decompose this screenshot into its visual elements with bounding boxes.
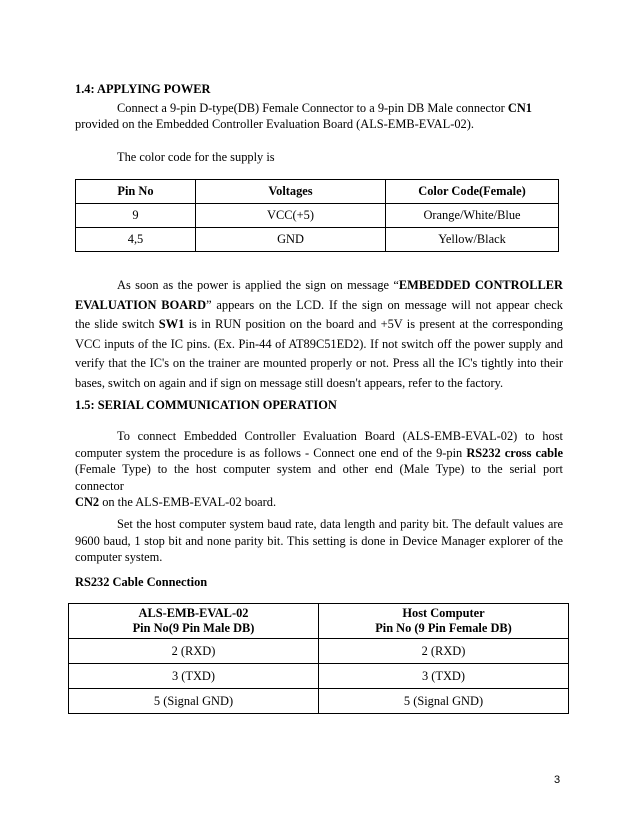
section-heading-serial-communication: 1.5: SERIAL COMMUNICATION OPERATION	[75, 398, 337, 412]
paragraph-line: connector	[75, 478, 124, 493]
paragraph-line: CN2 on the ALS-EMB-EVAL-02 board.	[75, 495, 277, 509]
paragraph-line: As soon as the power is applied the sign on message “EMBEDDED CONTROLLER	[117, 278, 563, 292]
table-cell: Orange/White/Blue	[386, 204, 559, 228]
header-color-code: Color Code(Female)	[386, 180, 559, 204]
paragraph-line: bases, switch on again and if sign on message still doesn't appears, refer to the factory.	[75, 375, 504, 390]
section-heading-applying-power: 1.4: APPLYING POWER	[75, 82, 211, 96]
header-als-emb: ALS-EMB-EVAL-02 Pin No(9 Pin Male DB)	[69, 604, 319, 639]
connect-instruction-line1	[117, 101, 532, 116]
table-row	[69, 639, 569, 664]
serial-connect-paragraph	[75, 428, 563, 511]
paragraph-line: computer system.	[75, 550, 163, 564]
supply-intro: The color code for the supply is	[117, 150, 275, 164]
paragraph-line: the slide switch SW1 is in RUN position on the board and +5V is present at the corresponding	[75, 317, 564, 331]
table-cell: 3 (TXD)	[319, 664, 569, 689]
baud-rate-paragraph	[75, 516, 563, 566]
paragraph-line: To connect Embedded Controller Evaluation Board (ALS-EMB-EVAL-02) to host	[117, 429, 563, 443]
table-cell: 5 (Signal GND)	[319, 689, 569, 714]
supply-color-table	[75, 179, 559, 252]
table-cell: Yellow/Black	[386, 228, 559, 252]
table-cell: 9	[76, 204, 196, 228]
table-cell: 2 (RXD)	[69, 639, 319, 664]
paragraph-line: 9600 baud, 1 stop bit and none parity bit. This setting is done in Device Manager explorer of the	[75, 533, 563, 548]
connect-text: Connect a 9-pin D-type(DB) Female Connector to a 9-pin DB Male connector	[117, 101, 508, 115]
table-row	[76, 228, 559, 252]
table-cell: 5 (Signal GND)	[69, 689, 319, 714]
header-voltages: Voltages	[196, 180, 386, 204]
table-header-row	[69, 604, 569, 639]
table-cell: GND	[196, 228, 386, 252]
power-on-paragraph	[75, 276, 563, 393]
paragraph-line: VCC inputs of the IC pins. (Ex. Pin-44 of AT89C51ED2). If not switch off the power supply and	[75, 336, 563, 351]
table-cell: 4,5	[76, 228, 196, 252]
rs232-heading: RS232 Cable Connection	[75, 575, 208, 589]
table-cell: VCC(+5)	[196, 204, 386, 228]
connect-instruction-line2: provided on the Embedded Controller Evaluation Board (ALS-EMB-EVAL-02).	[75, 117, 474, 131]
table-cell: 2 (RXD)	[319, 639, 569, 664]
table-row	[69, 689, 569, 714]
paragraph-line: verify that the IC's on the trainer are mounted properly or not. Press all the IC's tightly into their	[75, 356, 563, 370]
cn1-label: CN1	[507, 101, 532, 115]
paragraph-line: (Female Type) to the host computer system and other end (Male Type) to the serial port	[75, 462, 563, 476]
rs232-connection-table	[68, 603, 569, 714]
paragraph-line: computer system the procedure is as follows - Connect one end of the 9-pin RS232 cross cable	[75, 445, 564, 460]
header-host-computer: Host Computer Pin No (9 Pin Female DB)	[319, 604, 569, 639]
page-number: 3	[554, 774, 561, 786]
paragraph-line: Set the host computer system baud rate, data length and parity bit. The default values are	[117, 517, 563, 531]
table-row	[76, 204, 559, 228]
header-pin-no: Pin No	[76, 180, 196, 204]
table-row	[69, 664, 569, 689]
table-cell: 3 (TXD)	[69, 664, 319, 689]
table-header-row	[76, 180, 559, 204]
paragraph-line: EVALUATION BOARD” appears on the LCD. If the sign on message will not appear check	[75, 297, 563, 312]
